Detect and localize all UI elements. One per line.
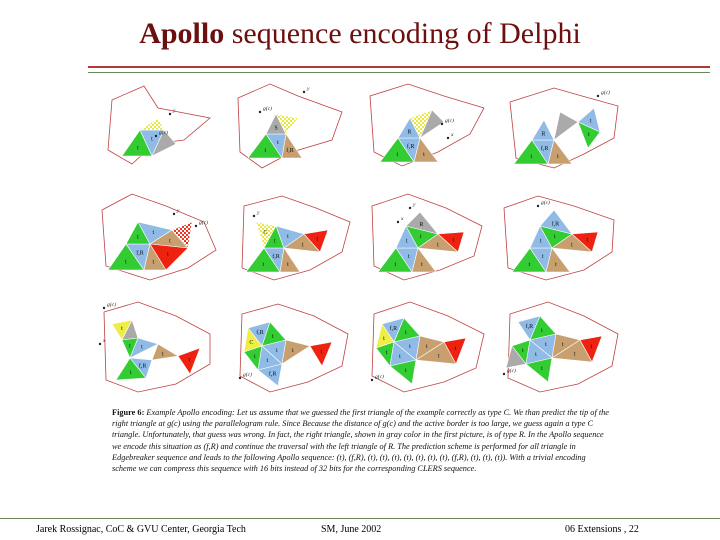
triangle-label: t: [425, 344, 428, 350]
triangle-label: t: [409, 344, 411, 350]
triangle-label: f,R: [406, 144, 415, 150]
vertex-label: g(c): [159, 130, 168, 136]
vertex-label: g(c): [601, 90, 610, 96]
vertex-dot: [253, 215, 255, 217]
triangle-label: t: [287, 234, 289, 240]
triangle-label: t: [541, 366, 543, 372]
triangle-label: t: [530, 154, 533, 160]
footer-slide-number: 06 Extensions , 22: [565, 524, 639, 535]
mesh-panel-7: [372, 194, 482, 280]
triangle-label: t: [320, 349, 323, 356]
vertex-dot: [597, 95, 599, 97]
triangle-label: t: [399, 354, 401, 360]
vertex-label: x: [451, 132, 454, 138]
triangle-label: t: [561, 342, 564, 348]
triangle-label: t: [541, 328, 543, 334]
triangle-label: R: [541, 131, 546, 138]
triangle-label: t: [394, 262, 397, 268]
triangle-label: t: [167, 252, 169, 258]
triangle-label: t: [137, 234, 139, 241]
vertex-label: x: [401, 216, 404, 222]
caption-text: Example Apollo encoding: Let us assume that we guessed the first triangle of the example correctly as type C. We than predict the tip of the right triangle at g(c) using the parallelogram rule. Since Because the distance of g(c) and the active border is too large, we guess again a type C triangle. Unfortunately, that guess was wrong. In fact, the right triangle, shown in gray color in the first picture, is of type R. In the Apollo sequence we encode this situation as (f,R) and continue the traversal with the left triangle of R. The prediction scheme is performed for all triangle in Edgebreaker sequence and leads to the following Apollo sequence: (t), (f,R), (t), (t), (t), (t), (t), (t), (t), (f,R), (t), (t), (t)). With a trivial encoding scheme we can compress this sequence with 16 bits instead of 32 bits for the corresponding CLERS sequence.: [112, 408, 609, 474]
vertex-label: g(c): [199, 220, 208, 226]
triangle-label: t: [452, 237, 455, 244]
mesh-triangle: [152, 344, 178, 360]
triangle-label: t: [152, 259, 155, 266]
footer-divider: [0, 518, 720, 519]
title-rest: sequence encoding of Delphi: [224, 17, 581, 50]
triangle-label: f,R: [551, 221, 560, 228]
triangle-label: f,R: [525, 324, 534, 330]
mesh-triangle: [554, 112, 578, 140]
triangle-label: S: [274, 125, 278, 132]
vertex-label: g(c): [243, 372, 252, 378]
vertex-label: y: [413, 202, 416, 208]
vertex-dot: [409, 207, 411, 209]
vertex-dot: [99, 343, 101, 345]
triangle-label: t: [421, 262, 423, 268]
triangle-label: t: [383, 336, 385, 342]
triangle-label: t: [555, 262, 557, 268]
triangle-label: t: [188, 357, 191, 364]
vertex-label: g(c): [445, 118, 454, 124]
triangle-label: t: [316, 236, 319, 243]
mesh-panel-4: [510, 88, 618, 168]
vertex-dot: [303, 91, 305, 93]
triangle-label: t: [271, 334, 274, 340]
triangle-label: t: [266, 358, 269, 364]
mesh-panel-12: [503, 302, 618, 392]
vertex-dot: [169, 113, 171, 115]
vertex-dot: [397, 221, 399, 223]
vertex-label: x: [103, 338, 106, 344]
mesh-panel-3: [370, 84, 484, 166]
footer-author: Jarek Rossignac, CoC & GVU Center, Georgia Tech: [36, 524, 246, 535]
slide-title: [0, 14, 720, 54]
title-divider-top: [88, 66, 710, 68]
triangle-label: t: [437, 242, 439, 249]
triangle-label: t: [590, 344, 593, 350]
triangle-label: t: [291, 348, 294, 354]
triangle-label: t: [385, 350, 388, 356]
mesh-panel-6: [242, 196, 350, 280]
vertex-dot: [195, 225, 197, 227]
triangle-label: f,R: [389, 326, 398, 332]
apollo-encoding-figure: [92, 78, 628, 402]
vertex-dot: [441, 123, 443, 125]
triangle-label: t: [405, 238, 408, 245]
triangle-label: t: [454, 346, 457, 352]
triangle-label: t: [545, 342, 547, 348]
vertex-label: y: [257, 210, 260, 216]
vertex-dot: [239, 377, 241, 379]
triangle-label: t: [541, 254, 544, 260]
triangle-label: t: [528, 262, 531, 268]
triangle-label: C: [249, 340, 254, 346]
mesh-panel-2: [238, 84, 342, 168]
triangle-label: R: [419, 222, 424, 228]
vertex-dot: [537, 205, 539, 207]
triangle-label: t: [535, 352, 537, 358]
mesh-panel-9: [99, 301, 210, 392]
triangle-label: t: [539, 238, 542, 245]
footer-date: SM, June 2002: [321, 524, 382, 535]
mesh-panel-1: [108, 86, 210, 164]
mesh-panel-10: [239, 304, 348, 392]
triangle-label: f,R: [136, 250, 144, 257]
triangle-label: t: [571, 242, 573, 249]
mesh-triangle: [282, 340, 310, 364]
triangle-label: t: [137, 145, 139, 152]
triangle-label: t: [586, 237, 589, 244]
triangle-label: t: [423, 152, 425, 158]
triangle-label: t: [129, 343, 131, 350]
triangle-label: t: [262, 262, 265, 268]
triangle-label: f,R: [268, 371, 277, 378]
vertex-label: g(c): [107, 302, 116, 308]
vertex-dot: [447, 137, 449, 139]
triangle-label: C: [263, 230, 268, 236]
triangle-label: f,R: [286, 148, 294, 154]
triangle-label: t: [273, 238, 276, 245]
triangle-label: t: [419, 234, 422, 240]
figure-area: [92, 78, 628, 402]
triangle-label: t: [589, 118, 592, 125]
vertex-label: g(c): [541, 200, 550, 206]
title-bold: Apollo: [139, 17, 225, 50]
triangle-label: t: [573, 351, 576, 358]
triangle-label: t: [275, 348, 278, 354]
title-divider-bottom: [88, 72, 710, 73]
triangle-label: t: [405, 330, 407, 336]
figure-caption: [112, 407, 612, 474]
triangle-label: t: [125, 259, 127, 266]
triangle-label: f,R: [138, 363, 147, 370]
triangle-label: f,R: [272, 254, 280, 260]
vertex-dot: [259, 111, 261, 113]
triangle-label: t: [141, 344, 143, 351]
triangle-label: t: [264, 148, 267, 154]
triangle-label: t: [152, 230, 155, 236]
mesh-panel-8: [504, 196, 614, 280]
triangle-label: t: [301, 242, 304, 249]
triangle-label: t: [253, 354, 256, 360]
vertex-label: g(c): [507, 368, 516, 374]
mesh-panel-5: [102, 194, 216, 280]
triangle-label: t: [557, 154, 559, 160]
vertex-label: y: [173, 108, 176, 114]
triangle-label: t: [553, 234, 556, 240]
triangle-label: t: [437, 353, 440, 360]
triangle-label: t: [287, 262, 289, 268]
triangle-label: t: [129, 370, 132, 376]
triangle-label: t: [169, 238, 171, 245]
triangle-label: t: [161, 351, 164, 358]
vertex-label: y: [177, 208, 180, 214]
triangle-label: t: [396, 152, 399, 158]
vertex-dot: [503, 373, 505, 375]
vertex-label: y: [307, 86, 310, 92]
vertex-label: g(c): [375, 374, 384, 380]
triangle-label: t: [405, 368, 407, 374]
mesh-panel-11: [371, 302, 484, 392]
triangle-label: f,R: [540, 146, 549, 152]
triangle-label: R: [407, 129, 412, 136]
triangle-label: t: [521, 348, 524, 354]
vertex-dot: [103, 307, 105, 309]
mesh-triangle: [140, 118, 164, 130]
triangle-label: f,R: [256, 330, 264, 336]
triangle-label: t: [277, 140, 279, 146]
triangle-label: t: [587, 132, 590, 138]
triangle-label: t: [121, 326, 123, 332]
triangle-label: t: [407, 254, 410, 260]
vertex-label: g(c): [263, 106, 272, 112]
vertex-dot: [371, 379, 373, 381]
vertex-dot: [173, 213, 175, 215]
caption-label: Figure 6:: [112, 408, 145, 417]
triangle-label: t: [151, 136, 153, 143]
vertex-dot: [155, 135, 157, 137]
